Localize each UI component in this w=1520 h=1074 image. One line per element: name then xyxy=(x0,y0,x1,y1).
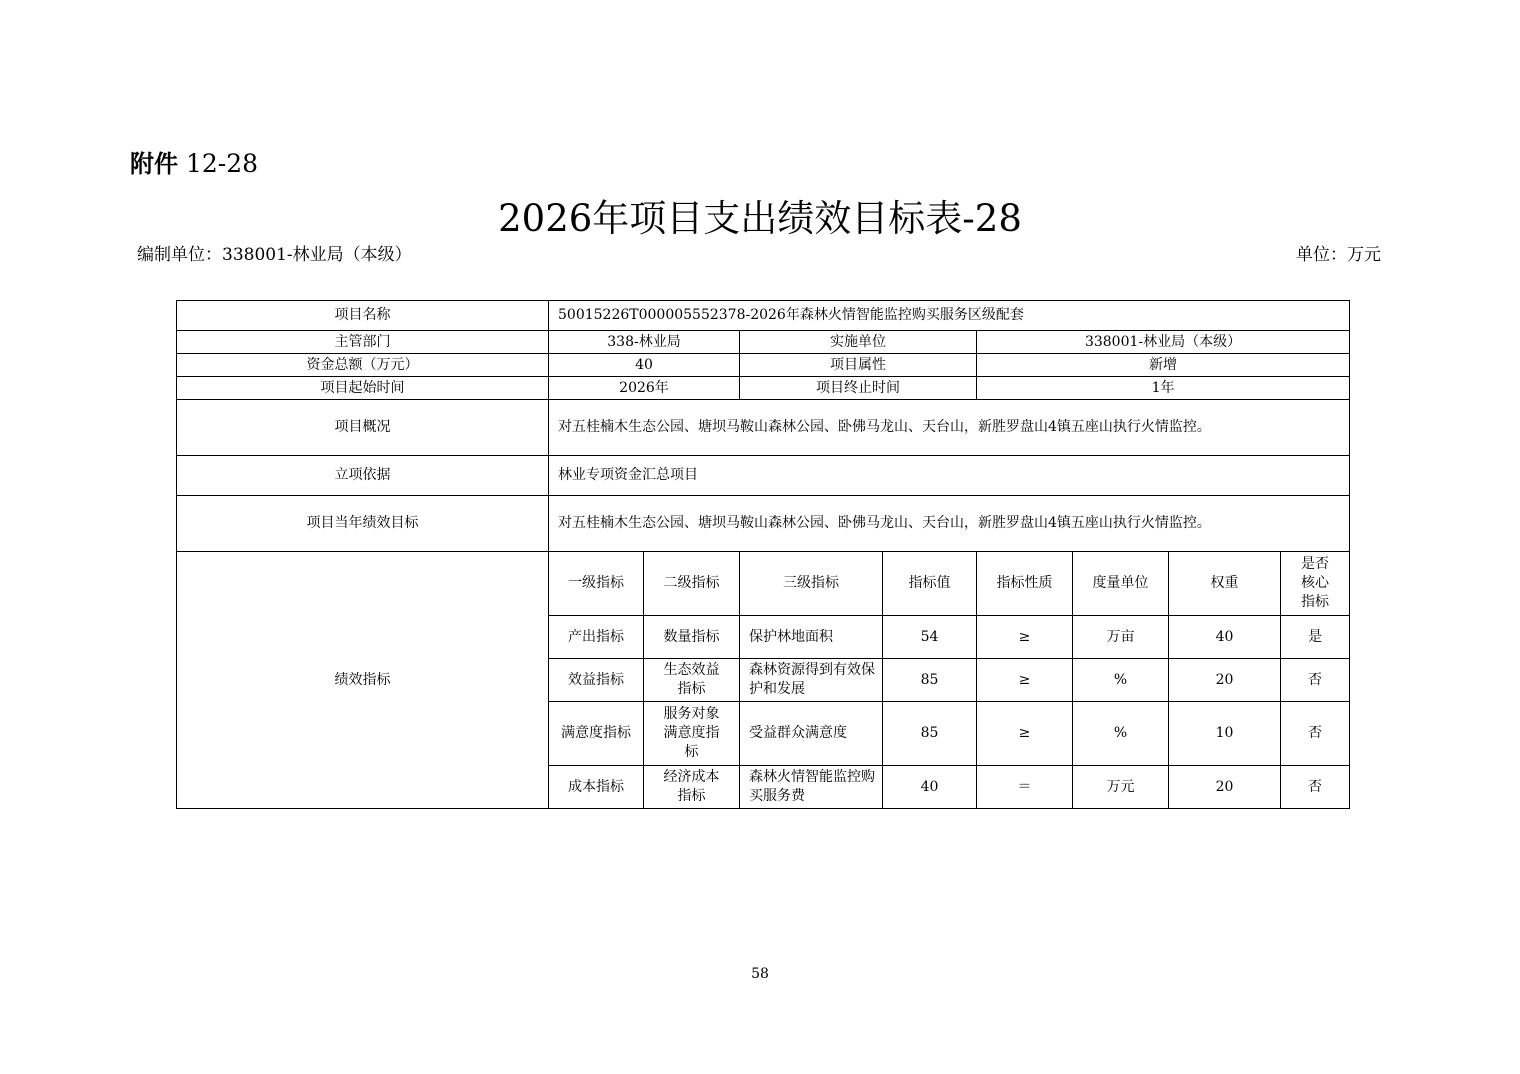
money-unit: 单位：万元 xyxy=(1296,245,1381,265)
indicator-l2: 生态效益指标 xyxy=(644,659,740,702)
project-name-label: 项目名称 xyxy=(177,301,549,331)
indicator-weight: 10 xyxy=(1169,702,1281,766)
indicator-nature: ≥ xyxy=(977,702,1073,766)
fund-value: 40 xyxy=(549,354,740,377)
overview-label: 项目概况 xyxy=(177,400,549,456)
indicator-core: 否 xyxy=(1281,766,1350,809)
row-basis xyxy=(177,456,1350,496)
indicator-l3: 森林资源得到有效保护和发展 xyxy=(740,659,883,702)
indicator-value: 85 xyxy=(883,659,977,702)
indicator-weight: 20 xyxy=(1169,659,1281,702)
header-l2: 二级指标 xyxy=(644,552,740,616)
attachment-number: 12-28 xyxy=(185,149,259,178)
attachment-label xyxy=(130,144,258,179)
end-label: 项目终止时间 xyxy=(740,377,977,400)
header-unit: 度量单位 xyxy=(1073,552,1169,616)
indicator-weight: 20 xyxy=(1169,766,1281,809)
indicator-core: 否 xyxy=(1281,659,1350,702)
indicator-weight: 40 xyxy=(1169,616,1281,659)
row-overview xyxy=(177,400,1350,456)
perf-label: 绩效指标 xyxy=(177,552,549,809)
dept-label: 主管部门 xyxy=(177,331,549,354)
indicator-l3: 森林火情智能监控购买服务费 xyxy=(740,766,883,809)
indicator-value: 40 xyxy=(883,766,977,809)
indicator-l2: 服务对象满意度指标 xyxy=(644,702,740,766)
indicator-l3: 保护林地面积 xyxy=(740,616,883,659)
overview-value: 对五桂楠木生态公园、塘坝马鞍山森林公园、卧佛马龙山、天台山，新胜罗盘山4镇五座山执行火情监控。 xyxy=(549,400,1350,456)
goal-label: 项目当年绩效目标 xyxy=(177,496,549,552)
indicator-unit: % xyxy=(1073,659,1169,702)
indicator-core: 是 xyxy=(1281,616,1350,659)
indicator-value: 85 xyxy=(883,702,977,766)
dept-value: 338-林业局 xyxy=(549,331,740,354)
start-label: 项目起始时间 xyxy=(177,377,549,400)
header-nature: 指标性质 xyxy=(977,552,1073,616)
indicator-l1: 效益指标 xyxy=(549,659,644,702)
basis-value: 林业专项资金汇总项目 xyxy=(549,456,1350,496)
impl-label: 实施单位 xyxy=(740,331,977,354)
indicator-nature: ≥ xyxy=(977,659,1073,702)
indicator-unit: 万元 xyxy=(1073,766,1169,809)
header-value: 指标值 xyxy=(883,552,977,616)
page-number: 58 xyxy=(751,966,769,982)
indicator-l1: 成本指标 xyxy=(549,766,644,809)
indicator-unit: % xyxy=(1073,702,1169,766)
page-title: 2026年项目支出绩效目标表-28 xyxy=(498,197,1022,240)
indicator-nature: ＝ xyxy=(977,766,1073,809)
basis-label: 立项依据 xyxy=(177,456,549,496)
compile-unit: 编制单位：338001-林业局（本级） xyxy=(137,245,412,265)
header-weight: 权重 xyxy=(1169,552,1281,616)
impl-value: 338001-林业局（本级） xyxy=(977,331,1350,354)
indicator-l2: 经济成本指标 xyxy=(644,766,740,809)
row-dept xyxy=(177,331,1350,354)
indicator-nature: ≥ xyxy=(977,616,1073,659)
attachment-prefix: 附件 xyxy=(130,150,178,178)
row-fund xyxy=(177,354,1350,377)
header-l1: 一级指标 xyxy=(549,552,644,616)
attr-label: 项目属性 xyxy=(740,354,977,377)
indicator-core: 否 xyxy=(1281,702,1350,766)
indicator-l3: 受益群众满意度 xyxy=(740,702,883,766)
project-name-value: 50015226T000005552378-2026年森林火情智能监控购买服务区级配套 xyxy=(549,301,1350,331)
header-l3: 三级指标 xyxy=(740,552,883,616)
start-value: 2026年 xyxy=(549,377,740,400)
row-time xyxy=(177,377,1350,400)
fund-label: 资金总额（万元） xyxy=(177,354,549,377)
row-project-name xyxy=(177,301,1350,331)
attr-value: 新增 xyxy=(977,354,1350,377)
performance-table xyxy=(176,300,1350,809)
goal-value: 对五桂楠木生态公园、塘坝马鞍山森林公园、卧佛马龙山、天台山，新胜罗盘山4镇五座山执行火情监控。 xyxy=(549,496,1350,552)
indicator-unit: 万亩 xyxy=(1073,616,1169,659)
indicator-l2: 数量指标 xyxy=(644,616,740,659)
header-core: 是否核心指标 xyxy=(1281,552,1350,616)
indicator-l1: 产出指标 xyxy=(549,616,644,659)
row-goal xyxy=(177,496,1350,552)
indicator-value: 54 xyxy=(883,616,977,659)
end-value: 1年 xyxy=(977,377,1350,400)
indicator-header-row xyxy=(177,552,1350,616)
indicator-l1: 满意度指标 xyxy=(549,702,644,766)
